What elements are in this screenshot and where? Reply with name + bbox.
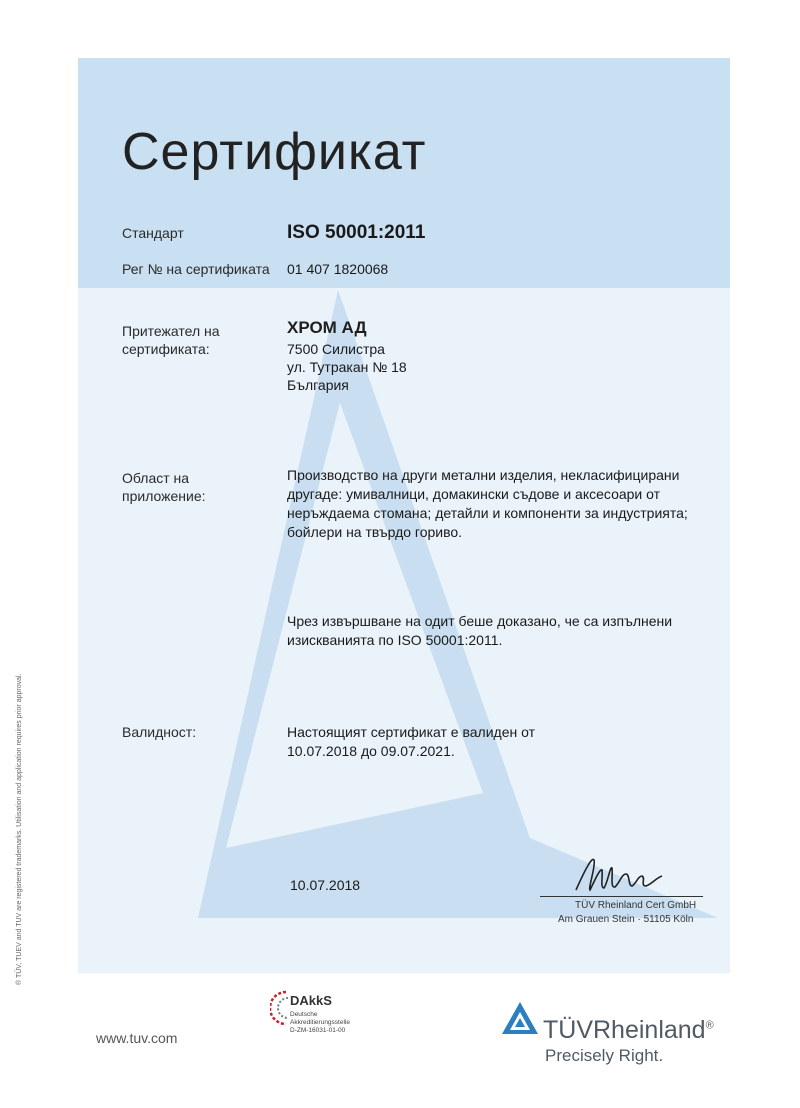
issue-date: 10.07.2018	[290, 877, 361, 893]
scope-line: бойлери на твърдо гориво.	[287, 524, 463, 540]
reg-number-label: Рег № на сертификата	[122, 261, 270, 277]
validity-line: 10.07.2018 до 09.07.2021.	[287, 743, 455, 759]
signature	[570, 852, 670, 898]
standard-value: ISO 50001:2011	[287, 222, 426, 243]
dakks-line: D-ZM-16031-01-00	[290, 1027, 346, 1034]
audit-line: изискванията по ISO 50001:2011.	[287, 632, 503, 648]
tuv-slogan: Precisely Right.	[545, 1046, 664, 1065]
scope-line: Производство на други метални изделия, некласифицирани	[287, 467, 680, 483]
scope-label-line: приложение:	[122, 488, 206, 504]
holder-label	[122, 322, 220, 358]
audit-line: Чрез извършване на одит беше доказано, че са изпълнени	[287, 613, 673, 629]
dakks-mark-icon	[270, 988, 292, 1028]
standard-label: Стандарт	[122, 225, 184, 241]
dakks-line: Akkreditierungsstelle	[290, 1019, 350, 1026]
validity-line: Настоящият сертификат е валиден от	[287, 724, 535, 740]
dakks-name: DAkkS	[290, 993, 332, 1008]
issuer-name: TÜV Rheinland Cert GmbH	[575, 900, 697, 911]
holder-label-line: Притежател на	[122, 323, 220, 339]
trademark-note: ® TÜV, TUEV and TUV are registered trademarks. Utilisation and application requires prior approval.	[16, 673, 23, 985]
issuer-address: Am Grauen Stein · 51105 Köln	[558, 914, 694, 925]
holder-name: ХРОМ АД	[287, 318, 367, 337]
tuv-brand	[543, 1016, 714, 1045]
dakks-line: Deutsche	[290, 1011, 318, 1018]
scope-line: неръждаема стомана; детайли и компоненти за индустрията;	[287, 505, 688, 521]
tuv-brand-text: TÜVRheinland	[543, 1016, 706, 1044]
scope-label	[122, 469, 206, 505]
validity-text	[287, 723, 535, 761]
address-line: България	[287, 377, 349, 393]
scope-label-line: Област на	[122, 470, 190, 486]
holder-block	[287, 318, 407, 394]
signature-line	[540, 896, 703, 897]
tuv-triangle-icon	[500, 1000, 540, 1036]
scope-line: другаде: умивалници, домакински съдове и аксесоари от	[287, 486, 661, 502]
address-line: 7500 Силистра	[287, 341, 385, 357]
dakks-details	[290, 1011, 350, 1035]
holder-label-line: сертификата:	[122, 341, 210, 357]
certificate-title: Сертификат	[122, 123, 427, 181]
scope-text	[287, 466, 688, 542]
tuv-registered-mark: ®	[705, 1019, 714, 1032]
validity-label: Валидност:	[122, 724, 197, 740]
reg-number-value: 01 407 1820068	[287, 261, 389, 277]
website-link[interactable]: www.tuv.com	[96, 1030, 178, 1046]
address-line: ул. Тутракан № 18	[287, 359, 407, 375]
audit-statement	[287, 612, 672, 650]
